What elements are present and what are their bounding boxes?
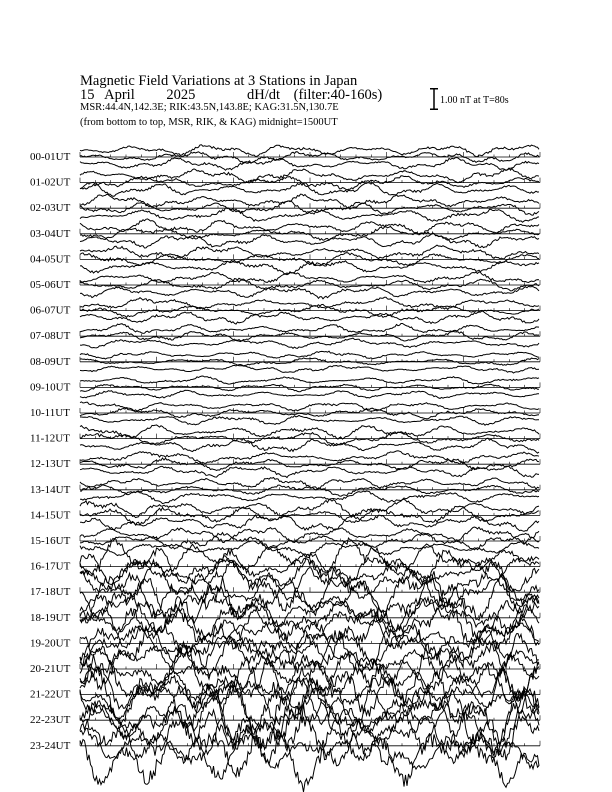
row-label: 04-05UT — [30, 253, 71, 266]
trace-msr — [80, 390, 539, 398]
row-label: 10-11UT — [30, 407, 70, 419]
row-label: 21-22UT — [30, 688, 71, 701]
trace-kag — [80, 245, 539, 259]
scale-label: 1.00 nT at T=80s — [440, 95, 509, 106]
date-year: 2025 — [166, 87, 196, 103]
trace-kag — [80, 168, 539, 183]
row-label: 15-16UT — [30, 535, 71, 547]
trace-msr — [80, 466, 539, 477]
date-month: April — [104, 87, 135, 103]
station-order-note: (from bottom to top, MSR, RIK, & KAG) midnight=1500UT — [80, 117, 338, 128]
row-label: 05-06UT — [30, 279, 71, 291]
trace-kag — [80, 297, 539, 309]
row-label: 18-19UT — [30, 611, 71, 624]
trace-msr — [80, 438, 539, 453]
row-label: 09-10UT — [30, 381, 71, 394]
trace-msr — [80, 690, 539, 765]
row-label: 17-18UT — [30, 586, 71, 599]
chart-title: Magnetic Field Variations at 3 Stations in Japan — [80, 73, 358, 89]
trace-msr — [80, 311, 539, 324]
row-label: 23-24UT — [30, 739, 71, 752]
row-label: 01-02UT — [30, 176, 71, 189]
trace-kag — [80, 630, 539, 693]
station-coordinates: MSR:44.4N,142.3E; RIK:43.5N,143.8E; KAG:31.5N,130.7E — [80, 102, 339, 113]
trace-kag — [80, 351, 539, 359]
trace-kag — [80, 272, 539, 283]
filter-label: (filter:40-160s) — [293, 87, 383, 103]
row-label: 00-01UT — [30, 151, 71, 163]
row-label: 16-17UT — [30, 560, 71, 573]
trace-msr — [80, 365, 539, 373]
trace-kag — [80, 451, 539, 464]
trace-kag — [80, 194, 539, 209]
row-label: 03-04UT — [30, 227, 71, 240]
row-label: 14-15UT — [30, 509, 71, 522]
trace-kag — [80, 219, 539, 235]
trace-kag — [80, 425, 539, 439]
row-label: 02-03UT — [30, 202, 71, 215]
date-day: 15 — [80, 87, 95, 103]
quantity-label: dH/dt — [246, 87, 281, 103]
trace-kag — [80, 402, 539, 411]
trace-rik — [80, 278, 539, 291]
row-label: 06-07UT — [30, 304, 71, 317]
trace-kag — [80, 145, 539, 157]
row-label: 12-13UT — [30, 458, 71, 471]
trace-msr — [80, 158, 539, 171]
trace-msr — [80, 415, 539, 425]
row-label: 19-20UT — [30, 637, 71, 650]
row-label: 11-12UT — [30, 432, 70, 445]
row-label: 08-09UT — [30, 355, 71, 368]
row-label: 07-08UT — [30, 330, 71, 343]
trace-kag — [80, 478, 539, 490]
trace-kag — [80, 324, 539, 334]
trace-rik — [80, 227, 539, 241]
trace-rik — [80, 384, 539, 391]
row-label: 13-14UT — [30, 483, 71, 496]
trace-rik — [80, 569, 539, 622]
trace-kag — [80, 376, 539, 384]
trace-msr — [80, 338, 539, 348]
row-label: 22-23UT — [30, 714, 71, 727]
trace-msr — [80, 491, 539, 504]
trace-rik — [80, 152, 539, 164]
trace-msr — [80, 286, 539, 299]
row-label: 20-21UT — [30, 663, 71, 675]
